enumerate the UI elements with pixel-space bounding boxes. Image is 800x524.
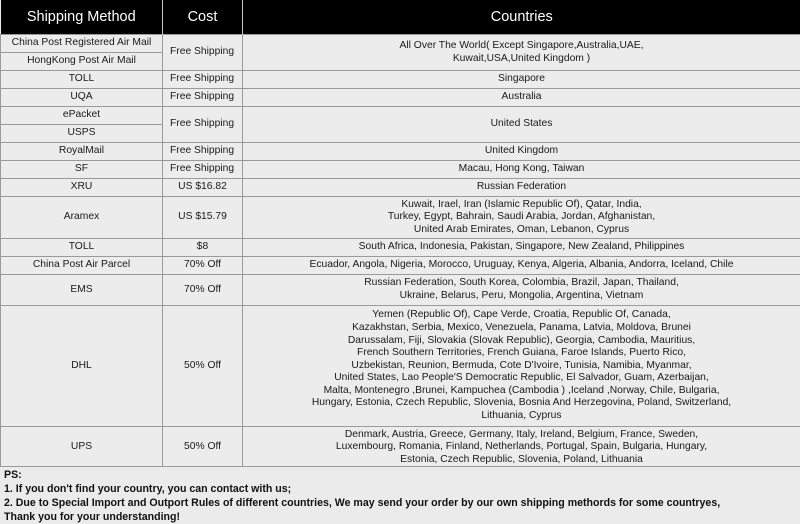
country-line: Denmark, Austria, Greece, Germany, Italy, Ireland, Belgium, France, Sweden, (246, 429, 797, 442)
cost-cell: Free Shipping (163, 71, 243, 89)
shipping-method-cell: China Post Registered Air Mail (1, 35, 163, 53)
cost-cell: 50% Off (163, 427, 243, 469)
table-row (1, 161, 800, 179)
table-row (1, 179, 800, 197)
shipping-method-cell: ePacket (1, 107, 163, 125)
countries-cell (243, 143, 800, 161)
country-line: Turkey, Egypt, Bahrain, Saudi Arabia, Jordan, Afghanistan, (246, 211, 797, 224)
ps-note (0, 466, 800, 523)
countries-cell (243, 89, 800, 107)
countries-cell (243, 257, 800, 275)
cost-cell: US $16.82 (163, 179, 243, 197)
country-line: Lithuania, Cyprus (246, 410, 797, 423)
shipping-method-cell: RoyalMail (1, 143, 163, 161)
cost-cell: US $15.79 (163, 197, 243, 239)
cost-cell: Free Shipping (163, 35, 243, 71)
table-row (1, 306, 800, 427)
shipping-method-cell: UPS (1, 427, 163, 469)
countries-cell (243, 179, 800, 197)
cost-cell: 70% Off (163, 275, 243, 306)
ps-line: Thank you for your understanding! (4, 510, 796, 524)
cost-cell: 50% Off (163, 306, 243, 427)
countries-cell (243, 71, 800, 89)
country-line: Uzbekistan, Reunion, Bermuda, Cote D'Ivoire, Tunisia, Namibia, Myanmar, (246, 360, 797, 373)
country-line: United Kingdom (246, 145, 797, 158)
country-line: Luxembourg, Romania, Finland, Netherlands, Portugal, Spain, Bulgaria, Hungary, (246, 441, 797, 454)
shipping-method-cell: UQA (1, 89, 163, 107)
shipping-method-cell: HongKong Post Air Mail (1, 53, 163, 71)
table-row (1, 427, 800, 469)
table-row (1, 143, 800, 161)
country-line: All Over The World( Except Singapore,Australia,UAE, (246, 40, 797, 53)
cost-cell: Free Shipping (163, 161, 243, 179)
country-line: Ecuador, Angola, Nigeria, Morocco, Uruguay, Kenya, Algeria, Albania, Andorra, Iceland, Chile (246, 259, 797, 272)
shipping-method-cell: XRU (1, 179, 163, 197)
country-line: United States (246, 118, 797, 131)
cost-cell: $8 (163, 239, 243, 257)
table-header-row (1, 0, 800, 35)
shipping-method-cell: China Post Air Parcel (1, 257, 163, 275)
shipping-method-cell: EMS (1, 275, 163, 306)
shipping-method-cell: DHL (1, 306, 163, 427)
cost-cell: Free Shipping (163, 107, 243, 143)
country-line: Russian Federation (246, 181, 797, 194)
table-row (1, 275, 800, 306)
table-row (1, 35, 800, 53)
table-row (1, 71, 800, 89)
ps-line: 1. If you don't find your country, you can contact with us; (4, 482, 796, 496)
shipping-method-cell: SF (1, 161, 163, 179)
countries-cell (243, 306, 800, 427)
countries-cell (243, 197, 800, 239)
cost-cell: Free Shipping (163, 143, 243, 161)
country-line: Malta, Montenegro ,Brunei, Kampuchea (Cambodia ) ,Iceland ,Norway, Chile, Bulgaria, (246, 385, 797, 398)
country-line: South Africa, Indonesia, Pakistan, Singapore, New Zealand, Philippines (246, 241, 797, 254)
shipping-method-cell: Aramex (1, 197, 163, 239)
country-line: Singapore (246, 73, 797, 86)
country-line: Hungary, Estonia, Czech Republic, Slovenia, Bosnia And Herzegovina, Poland, Switzerland, (246, 397, 797, 410)
header-shipping-method: Shipping Method (1, 0, 163, 35)
country-line: Russian Federation, South Korea, Colombia, Brazil, Japan, Thailand, (246, 277, 797, 290)
table-row (1, 239, 800, 257)
ps-line: 2. Due to Special Import and Outport Rules of different countries, We may send your order by our own shipping methords for some countryes, (4, 496, 796, 510)
shipping-method-cell: TOLL (1, 71, 163, 89)
shipping-method-cell: TOLL (1, 239, 163, 257)
countries-cell (243, 161, 800, 179)
table-row (1, 197, 800, 239)
country-line: United States, Lao People'S Democratic Republic, El Salvador, Guam, Azerbaijan, (246, 372, 797, 385)
header-countries: Countries (243, 0, 800, 35)
shipping-method-cell: USPS (1, 125, 163, 143)
table-row (1, 107, 800, 125)
countries-cell (243, 275, 800, 306)
country-line: Ukraine, Belarus, Peru, Mongolia, Argentina, Vietnam (246, 290, 797, 303)
countries-cell (243, 427, 800, 469)
country-line: Kuwait,USA,United Kingdom ) (246, 53, 797, 66)
country-line: Macau, Hong Kong, Taiwan (246, 163, 797, 176)
country-line: Yemen (Republic Of), Cape Verde, Croatia, Republic Of, Canada, (246, 309, 797, 322)
country-line: United Arab Emirates, Oman, Lebanon, Cyprus (246, 224, 797, 237)
country-line: Australia (246, 91, 797, 104)
ps-title: PS: (4, 468, 796, 482)
country-line: Estonia, Czech Republic, Slovenia, Poland, Lithuania (246, 454, 797, 467)
table-body (1, 35, 800, 469)
table-row (1, 257, 800, 275)
country-line: Kuwait, Irael, Iran (Islamic Republic Of), Qatar, India, (246, 199, 797, 212)
country-line: Kazakhstan, Serbia, Mexico, Venezuela, Panama, Latvia, Moldova, Brunei (246, 322, 797, 335)
countries-cell (243, 239, 800, 257)
country-line: Darussalam, Fiji, Slovakia (Slovak Republic), Georgia, Cambodia, Mauritius, (246, 335, 797, 348)
cost-cell: Free Shipping (163, 89, 243, 107)
country-line: French Southern Territories, French Guiana, Faroe Islands, Puerto Rico, (246, 347, 797, 360)
countries-cell (243, 107, 800, 143)
countries-cell (243, 35, 800, 71)
header-cost: Cost (163, 0, 243, 35)
cost-cell: 70% Off (163, 257, 243, 275)
table-row (1, 89, 800, 107)
